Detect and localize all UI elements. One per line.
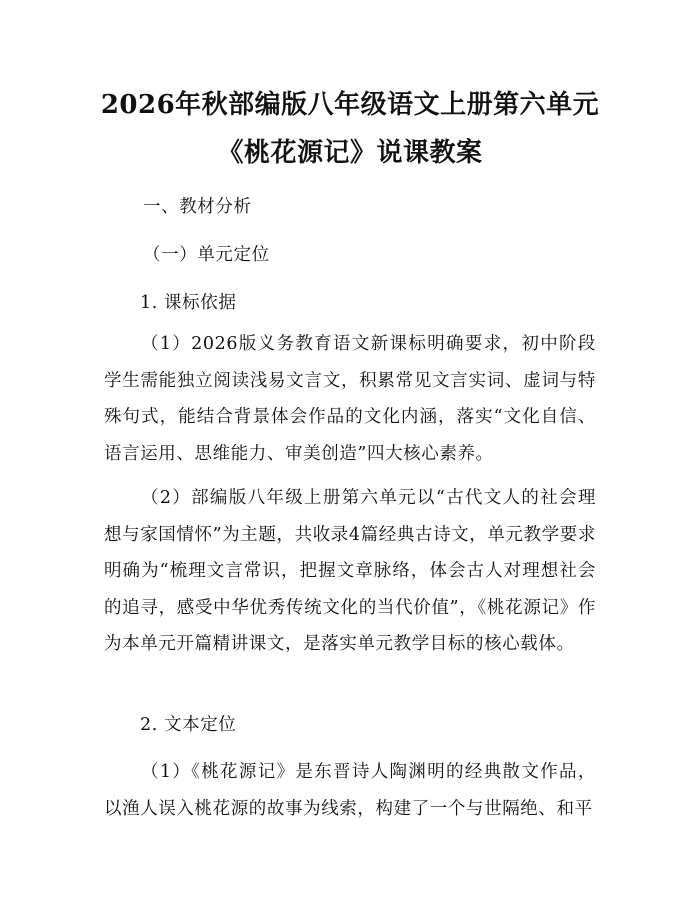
document-title-line-1: 2026年秋部编版八年级语文上册第六单元	[100, 90, 600, 120]
section-heading-textbook-analysis: 一、教材分析	[143, 197, 252, 217]
paragraph-curriculum-requirement: （1）2026版义务教育语文新课标明确要求，初中阶段学生需能独立阅读浅易文言文，积累常见文言实词、虚词与特殊句式，能结合背景体会作品的文化内涵，落实“文化自信、语言运用、思维能力、审美创造”四大核心素养。	[104, 334, 596, 464]
paragraph-text-introduction: （1）《桃花源记》是东晋诗人陶渊明的经典散文作品，以渔人误入桃花源的故事为线索，构建了一个与世隔绝、和平	[104, 762, 596, 819]
item-heading-curriculum-basis: 1. 课标依据	[140, 293, 237, 313]
subsection-heading-unit-positioning: （一）单元定位	[143, 245, 270, 265]
document-title-line-2: 《桃花源记》说课教案	[217, 138, 483, 168]
paragraph-unit-theme: （2）部编版八年级上册第六单元以“古代文人的社会理想与家国情怀”为主题，共收录4篇经典古诗文，单元教学要求明确为“梳理文言常识，把握文章脉络，体会古人对理想社会的追寻，感受中华优秀传统文化的当代价值”，《桃花源记》作为本单元开篇精讲课文，是落实单元教学目标的核心载体。	[104, 488, 596, 654]
item-heading-text-positioning: 2. 文本定位	[140, 715, 237, 735]
